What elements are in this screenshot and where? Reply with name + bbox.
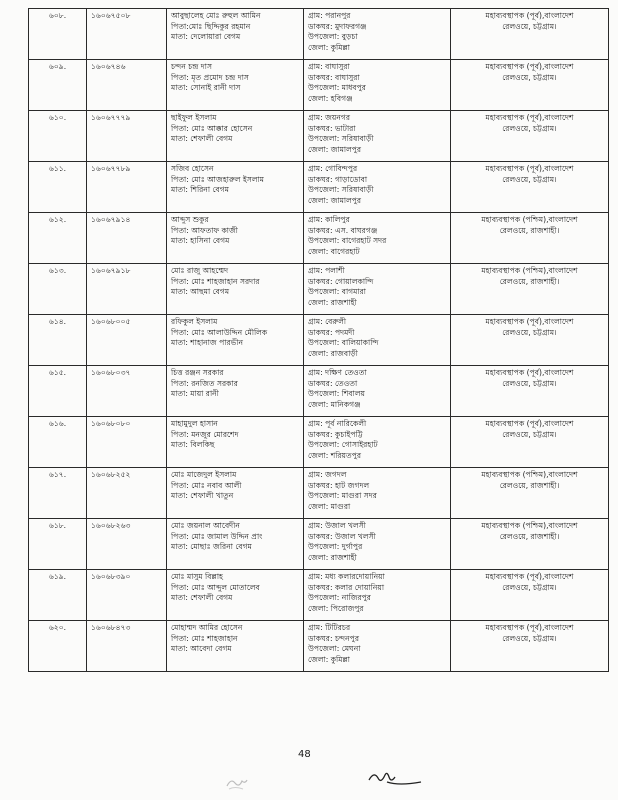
posting-office: মহাব্যবস্থাপক (পশ্চিম),বাংলাদেশ [481, 215, 578, 224]
candidate-table-body [29, 9, 609, 672]
posting-cell [451, 366, 609, 417]
father-name: পিতা: মোঃ আজহারুল ইসলাম [171, 174, 264, 184]
address-line: উপজেলা: সরিষাবাড়ী [308, 185, 374, 194]
address-line: ডাকঘর: এস. বাঘরগঞ্জ [308, 225, 378, 235]
serial-number: ৬১০. [48, 113, 67, 122]
serial-cell [29, 570, 87, 621]
address-line: গ্রাম: বাঘাসুরা [308, 62, 350, 71]
father-name: পিতা: রনজিত সরকার [171, 378, 238, 388]
mother-name: মাতা: মায়া রানী [171, 389, 219, 398]
address-cell [304, 519, 451, 570]
serial-cell [29, 519, 87, 570]
mother-name: মাতা: শাহানাজ পারভীন [171, 338, 244, 347]
candidate-table [28, 8, 609, 672]
serial-cell [29, 60, 87, 111]
posting-office: মহাব্যবস্থাপক (পূর্ব),বাংলাদেশ [485, 62, 574, 71]
registration-cell [87, 213, 167, 264]
mother-name: মাতা: শেফালী বেগম [171, 593, 233, 602]
serial-number: ৬১৪. [48, 317, 67, 326]
address-line: ডাকঘর: গাড়াডোবা [308, 174, 368, 184]
posting-cell [451, 264, 609, 315]
serial-cell [29, 111, 87, 162]
posting-cell [451, 60, 609, 111]
address-line: জেলা: মাগুরা [308, 501, 351, 511]
name-cell [167, 162, 304, 213]
address-line: গ্রাম: টিটিরচর [308, 623, 351, 632]
name-cell [167, 621, 304, 672]
father-name: পিতা:মোঃ ছিদ্দিকুর রহমান [171, 21, 251, 31]
registration-number: ১৬০৬৭৭৭৯ [91, 113, 131, 122]
father-name: পিতা: মোঃ আলাউদ্দিন মৌলিক [171, 327, 268, 337]
mother-name: মাতা: শিরিনা বেগম [171, 185, 229, 194]
address-line: উপজেলা: মাগুরা সদর [308, 491, 377, 500]
candidate-name: সজিব হোসেন [171, 164, 214, 173]
address-cell [304, 162, 451, 213]
posting-location: রেলওয়ে, চট্টগ্রাম। [502, 327, 557, 337]
posting-location: রেলওয়ে, চট্টগ্রাম। [502, 429, 557, 439]
address-cell [304, 570, 451, 621]
posting-cell [451, 162, 609, 213]
candidate-name: চন্দন চন্দ্র দাস [171, 62, 212, 71]
address-line: উপজেলা: মেঘনা [308, 644, 361, 653]
address-line: গ্রাম: জয়নগর [308, 113, 351, 122]
registration-cell [87, 264, 167, 315]
table-row [29, 315, 609, 366]
registration-number: ১৬০৬৮০০৫ [91, 317, 131, 326]
table-row [29, 366, 609, 417]
posting-location: রেলওয়ে, চট্টগ্রাম। [502, 633, 557, 643]
name-cell [167, 417, 304, 468]
posting-location: রেলওয়ে, চট্টগ্রাম। [502, 123, 557, 133]
address-line: জেলা: কুমিল্লা [308, 42, 351, 52]
serial-number: ৬১৮. [48, 521, 67, 530]
posting-office: মহাব্যবস্থাপক (পূর্ব),বাংলাদেশ [485, 419, 574, 428]
father-name: পিতা: মোঃ আক্কার হোসেন [171, 123, 253, 133]
candidate-name: মোহাম্মদ আমির হোসেন [171, 623, 243, 632]
table-row [29, 9, 609, 60]
address-line: উপজেলা: বাগমারা [308, 287, 366, 296]
serial-cell [29, 417, 87, 468]
posting-location: রেলওয়ে, চট্টগ্রাম। [502, 21, 557, 31]
posting-location: রেলওয়ে, রাজশাহী। [499, 480, 560, 490]
mother-name: মাতা: সোনাই রানী দাস [171, 83, 241, 92]
address-line: উপজেলা: নাজিরপুর [308, 593, 371, 602]
address-line: গ্রাম: দক্ষিণ তেওতা [308, 368, 367, 377]
address-cell [304, 60, 451, 111]
serial-cell [29, 9, 87, 60]
candidate-name: ছাইফুল ইসলাম [171, 113, 217, 122]
address-line: গ্রাম: মধ্য কলারদোয়ানিয়া [308, 572, 385, 581]
registration-number: ১৬০৬৮২৫২ [91, 470, 131, 479]
serial-cell [29, 315, 87, 366]
mother-name: মাতা: মোছাঃ জরিনা বেগম [171, 542, 252, 551]
posting-cell [451, 9, 609, 60]
registration-cell [87, 519, 167, 570]
table-row [29, 264, 609, 315]
registration-number: ১৬০৬৮০৮০ [91, 419, 131, 428]
table-row [29, 111, 609, 162]
table-row [29, 162, 609, 213]
table-row [29, 417, 609, 468]
address-line: জেলা: শরিয়তপুর [308, 450, 362, 460]
address-line: গ্রাম: জগদল [308, 470, 347, 479]
address-line: গ্রাম: বেরুলী [308, 317, 347, 326]
serial-number: ৬২০. [48, 623, 67, 632]
posting-cell [451, 213, 609, 264]
name-cell [167, 468, 304, 519]
address-line: গ্রাম: গোবিন্দপুর [308, 164, 358, 173]
registration-cell [87, 468, 167, 519]
serial-cell [29, 264, 87, 315]
registration-cell [87, 162, 167, 213]
table-row [29, 60, 609, 111]
address-line: উপজেলা: বালিয়াকান্দি [308, 338, 379, 347]
address-line: ডাকঘর: কলার দোয়ানিয়া [308, 582, 385, 592]
address-line: জেলা: পিরোজপুর [308, 603, 364, 613]
registration-cell [87, 315, 167, 366]
serial-number: ৬১৩. [48, 266, 67, 275]
table-row [29, 621, 609, 672]
posting-office: মহাব্যবস্থাপক (পশ্চিম),বাংলাদেশ [481, 521, 578, 530]
address-cell [304, 315, 451, 366]
posting-office: মহাব্যবস্থাপক (পশ্চিম),বাংলাদেশ [481, 266, 578, 275]
posting-cell [451, 468, 609, 519]
registration-number: ১৬০৬৭৭৮৯ [91, 164, 131, 173]
serial-cell [29, 621, 87, 672]
mother-name: মাতা: শেফালী বেগম [171, 134, 233, 143]
posting-office: মহাব্যবস্থাপক (পূর্ব),বাংলাদেশ [485, 164, 574, 173]
name-cell [167, 60, 304, 111]
posting-location: রেলওয়ে, চট্টগ্রাম। [502, 72, 557, 82]
address-line: জেলা: মানিকগঞ্জ [308, 399, 361, 409]
table-row [29, 468, 609, 519]
registration-number: ১৬০৬৮৪৭৩ [91, 623, 131, 632]
posting-cell [451, 621, 609, 672]
posting-office: মহাব্যবস্থাপক (পূর্ব),বাংলাদেশ [485, 317, 574, 326]
serial-cell [29, 162, 87, 213]
address-line: জেলা: কুমিল্লা [308, 654, 351, 664]
name-cell [167, 315, 304, 366]
address-line: উপজেলা: বুড়চা [308, 32, 358, 41]
posting-office: মহাব্যবস্থাপক (পূর্ব),বাংলাদেশ [485, 11, 574, 20]
posting-location: রেলওয়ে, চট্টগ্রাম। [502, 582, 557, 592]
registration-cell [87, 570, 167, 621]
candidate-name: আবুছালেহ মোঃ রুহুল আমিন [171, 11, 261, 20]
page-number: 48 [298, 749, 311, 760]
serial-cell [29, 366, 87, 417]
address-line: ডাকঘর: পদমদী [308, 327, 355, 337]
address-line: উপজেলা: সরিষাবাড়ী [308, 134, 374, 143]
address-line: ডাকঘর: বাঘাসুরা [308, 72, 360, 82]
registration-number: ১৬০৬৭৫০৮ [91, 11, 131, 20]
address-cell [304, 9, 451, 60]
posting-office: মহাব্যবস্থাপক (পূর্ব),বাংলাদেশ [485, 113, 574, 122]
father-name: পিতা: মৃত প্রমোদ চন্দ্র দাস [171, 72, 249, 82]
table-row [29, 570, 609, 621]
name-cell [167, 111, 304, 162]
registration-cell [87, 417, 167, 468]
address-line: জেলা: জামালপুর [308, 144, 362, 154]
address-line: জেলা: রাজবাড়ী [308, 348, 358, 358]
serial-number: ৬১৭. [48, 470, 67, 479]
serial-number: ৬১৫. [48, 368, 67, 377]
serial-number: ৬০৮. [48, 11, 67, 20]
posting-cell [451, 519, 609, 570]
address-cell [304, 621, 451, 672]
registration-cell [87, 366, 167, 417]
address-line: উপজেলা: মাধবপুর [308, 83, 366, 92]
candidate-name: চিত্ত রঞ্জন সরকার [171, 368, 224, 377]
address-line: গ্রাম: পলাশী [308, 266, 345, 275]
father-name: পিতা: মনজুর মোরশেদ [171, 429, 239, 439]
address-line: ডাকঘর: ভাটারা [308, 123, 356, 133]
registration-number: ১৬০৬৮০৩৭ [91, 368, 131, 377]
name-cell [167, 9, 304, 60]
candidate-name: মোঃ মাসুম বিল্লাহ [171, 572, 224, 581]
table-row [29, 213, 609, 264]
address-line: ডাকঘর: গোয়ালকান্দি [308, 276, 374, 286]
registration-number: ১৬০৬৮২৬৩ [91, 521, 131, 530]
address-line: গ্রাম: উজাল খলসী [308, 521, 366, 530]
address-cell [304, 213, 451, 264]
name-cell [167, 519, 304, 570]
posting-cell [451, 315, 609, 366]
mother-name: মাতা: বিলকিছ [171, 440, 215, 449]
candidate-name: মোঃ জয়নাল আবেদীন [171, 521, 240, 530]
name-cell [167, 213, 304, 264]
address-cell [304, 264, 451, 315]
father-name: পিতা: মোঃ শাহজাহান [171, 633, 238, 643]
candidate-name: মাহামুদুল হাসান [171, 419, 218, 428]
registration-number: ১৬০৬৭৪৬ [91, 62, 126, 71]
registration-cell [87, 621, 167, 672]
registration-cell [87, 111, 167, 162]
mother-name: মাতা: আছমা বেগম [171, 287, 230, 296]
registration-number: ১৬০৬৭৯১৮ [91, 266, 131, 275]
address-line: গ্রাম: পরানপুর [308, 11, 351, 20]
address-line: ডাকঘর: মুদাফরগঞ্জ [308, 21, 367, 31]
address-line: ডাকঘর: উজাল খলসী [308, 531, 376, 541]
registration-cell [87, 9, 167, 60]
posting-location: রেলওয়ে, রাজশাহী। [499, 225, 560, 235]
posting-location: রেলওয়ে, চট্টগ্রাম। [502, 174, 557, 184]
address-line: গ্রাম: কালিপুর [308, 215, 350, 224]
address-line: ডাকঘর: কুচাইপট্টি [308, 429, 363, 439]
address-line: ডাকঘর: তেওতা [308, 378, 358, 388]
address-line: উপজেলা: শিবালয় [308, 389, 365, 398]
mother-name: মাতা: হাসিনা বেগম [171, 236, 230, 245]
posting-location: রেলওয়ে, চট্টগ্রাম। [502, 378, 557, 388]
posting-cell [451, 570, 609, 621]
address-line: জেলা: হবিগঞ্জ [308, 93, 353, 103]
address-cell [304, 366, 451, 417]
stamp-smudge-image [224, 772, 250, 792]
registration-cell [87, 60, 167, 111]
address-cell [304, 111, 451, 162]
mother-name: মাতা: দেলোয়ারা বেগম [171, 32, 241, 41]
registration-number: ১৬০৬৭৯১৪ [91, 215, 131, 224]
serial-number: ৬১৯. [48, 572, 67, 581]
posting-location: রেলওয়ে, রাজশাহী। [499, 276, 560, 286]
name-cell [167, 570, 304, 621]
name-cell [167, 264, 304, 315]
candidate-name: মোঃ রাজু আহম্মেদ [171, 266, 229, 275]
address-line: জেলা: জামালপুর [308, 195, 362, 205]
address-line: গ্রাম: পূর্ব নারিকেলী [308, 419, 367, 428]
candidate-name: আব্দুস শুকুর [171, 215, 209, 224]
serial-number: ৬১১. [48, 164, 67, 173]
address-line: উপজেলা: দুর্গাপুর [308, 542, 363, 551]
address-line: ডাকঘর: চন্দনপুর [308, 633, 359, 643]
mother-name: মাতা: শেফালী খাতুন [171, 491, 234, 500]
candidate-name: মোঃ মাজেদুল ইসলাম [171, 470, 237, 479]
father-name: পিতা: মোঃ শাহজাহান সরদার [171, 276, 260, 286]
posting-office: মহাব্যবস্থাপক (পূর্ব),বাংলাদেশ [485, 623, 574, 632]
table-row [29, 519, 609, 570]
posting-office: মহাব্যবস্থাপক (পশ্চিম),বাংলাদেশ [481, 470, 578, 479]
address-cell [304, 468, 451, 519]
father-name: পিতা: মোঃ আব্দুল মোতালেব [171, 582, 260, 592]
address-cell [304, 417, 451, 468]
address-line: জেলা: রাজশাহী [308, 297, 357, 307]
father-name: পিতা: মোঃ জামাল উদ্দিন প্রাং [171, 531, 263, 541]
address-line: ডাকঘর: হাট জগদল [308, 480, 370, 490]
posting-office: মহাব্যবস্থাপক (পূর্ব),বাংলাদেশ [485, 572, 574, 581]
mother-name: মাতা: আবেদা বেগম [171, 644, 232, 653]
posting-location: রেলওয়ে, রাজশাহী। [499, 531, 560, 541]
candidate-name: রফিকুল ইসলাম [171, 317, 218, 326]
registration-number: ১৬০৬৮৩৯০ [91, 572, 131, 581]
posting-cell [451, 111, 609, 162]
father-name: পিতা: মোঃ নবাব আলী [171, 480, 242, 490]
address-line: জেলা: রাজশাহী [308, 552, 357, 562]
serial-number: ৬০৯. [48, 62, 67, 71]
address-line: উপজেলা: বাগেরহাট সদর [308, 236, 387, 245]
posting-office: মহাব্যবস্থাপক (পূর্ব),বাংলাদেশ [485, 368, 574, 377]
address-line: জেলা: বাগেরহাট [308, 246, 360, 256]
signature-image [365, 768, 425, 792]
serial-cell [29, 213, 87, 264]
serial-number: ৬১৬. [48, 419, 67, 428]
name-cell [167, 366, 304, 417]
posting-cell [451, 417, 609, 468]
serial-cell [29, 468, 87, 519]
father-name: পিতা: আফতাফ কাজী [171, 225, 238, 235]
serial-number: ৬১২. [48, 215, 67, 224]
address-line: উপজেলা: গোসাইরহাট [308, 440, 378, 449]
